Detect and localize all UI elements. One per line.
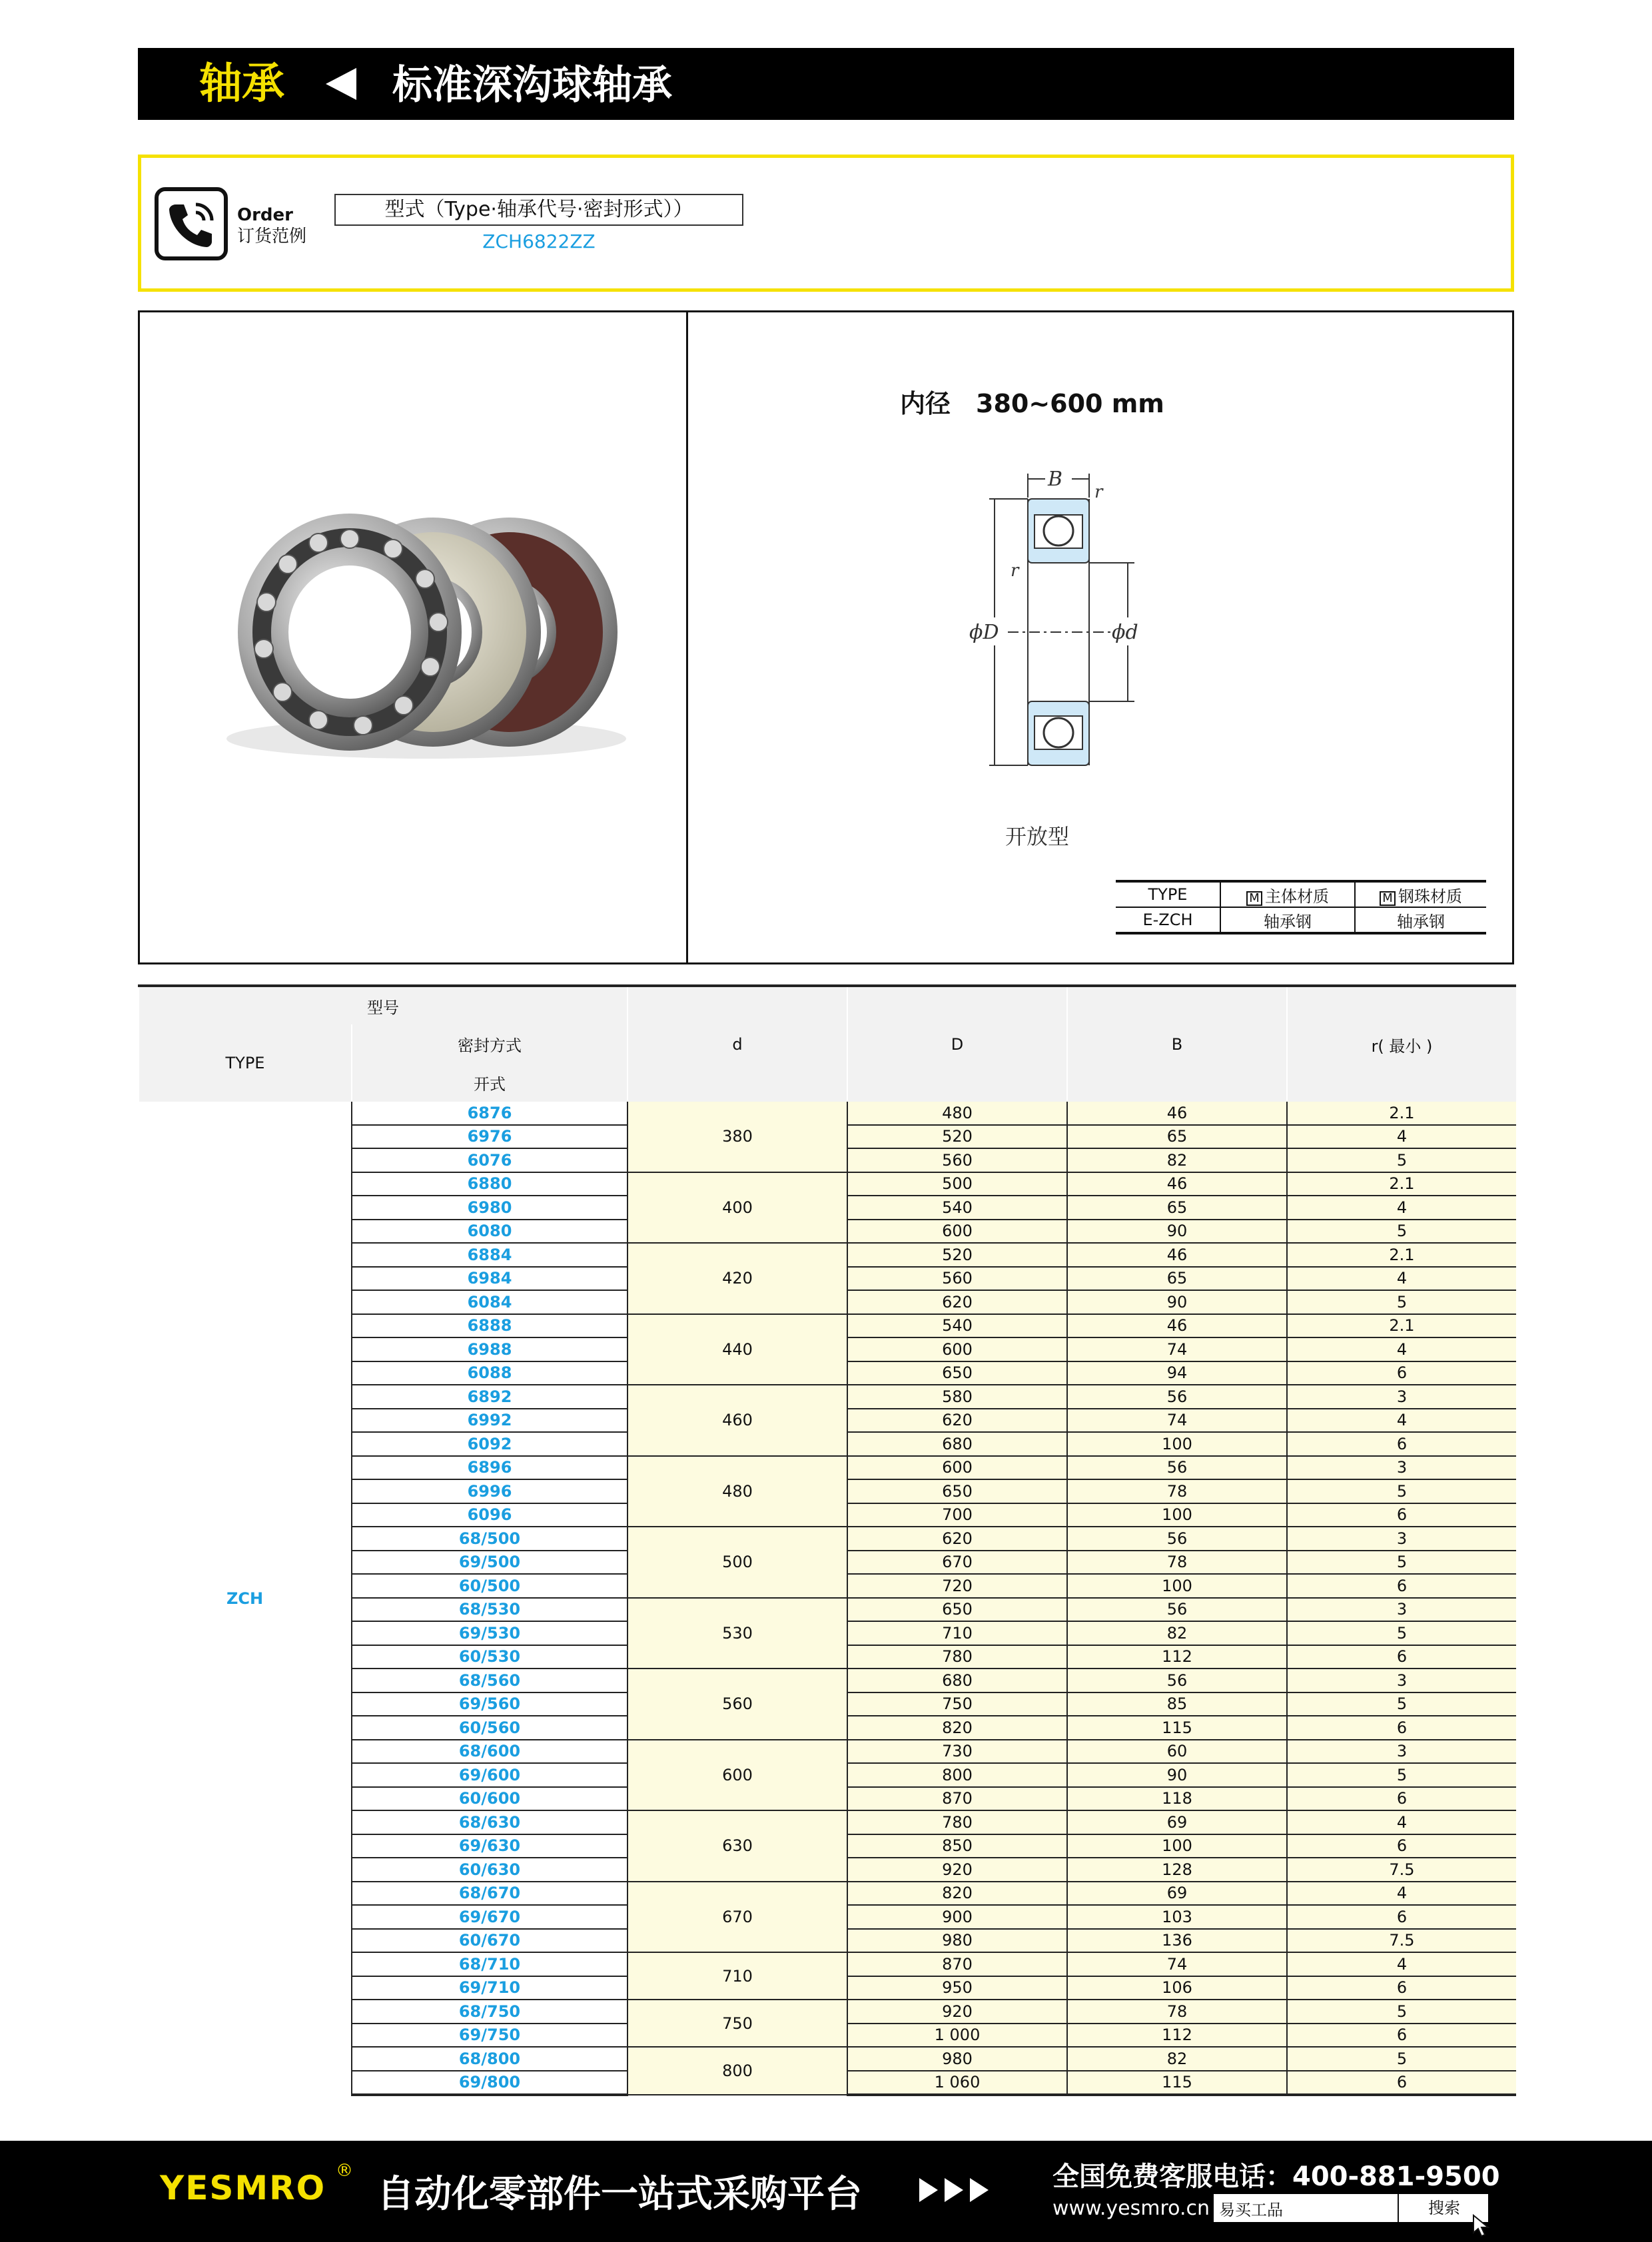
r-cell: 6 [1287, 1645, 1516, 1669]
D-cell: 650 [847, 1361, 1067, 1385]
B-cell: 65 [1067, 1125, 1287, 1149]
header-B: B [1067, 986, 1287, 1102]
D-cell: 670 [847, 1551, 1067, 1575]
order-example-code: ZCH6822ZZ [482, 230, 596, 252]
page-header [138, 48, 1514, 120]
cursor-icon [1472, 2214, 1492, 2238]
B-cell: 46 [1067, 1243, 1287, 1267]
dim-D-label: ϕD [969, 621, 999, 644]
B-cell: 46 [1067, 1172, 1287, 1196]
d-cell: 750 [627, 2000, 847, 2047]
model-cell: 69/500 [352, 1551, 627, 1575]
dim-B-label: B [1048, 468, 1063, 491]
model-cell: 6980 [352, 1196, 627, 1220]
B-cell: 82 [1067, 1621, 1287, 1645]
material-header-ball [1355, 881, 1486, 907]
B-cell: 82 [1067, 2047, 1287, 2071]
r-cell: 2.1 [1287, 1102, 1516, 1125]
D-cell: 600 [847, 1337, 1067, 1361]
r-cell: 2.1 [1287, 1314, 1516, 1338]
B-cell: 128 [1067, 1858, 1287, 1882]
B-cell: 56 [1067, 1527, 1287, 1551]
model-cell: 6080 [352, 1220, 627, 1244]
spec-table [138, 984, 1516, 2096]
model-cell: 68/530 [352, 1598, 627, 1622]
B-cell: 56 [1067, 1598, 1287, 1622]
r-cell: 3 [1287, 1740, 1516, 1764]
D-cell: 600 [847, 1220, 1067, 1244]
material-table [1116, 880, 1486, 934]
type-cell: ZCH [226, 1589, 264, 1608]
r-cell: 6 [1287, 1787, 1516, 1811]
r-cell: 3 [1287, 1385, 1516, 1409]
B-cell: 74 [1067, 1337, 1287, 1361]
B-cell: 78 [1067, 2000, 1287, 2024]
D-cell: 800 [847, 1763, 1067, 1787]
arrow-left-icon [326, 68, 356, 100]
B-cell: 136 [1067, 1929, 1287, 1953]
B-cell: 56 [1067, 1385, 1287, 1409]
B-cell: 78 [1067, 1479, 1287, 1503]
brand-logo: YESMRO [160, 2169, 326, 2207]
B-cell: 106 [1067, 1976, 1287, 2000]
header-model: 型号 [139, 986, 627, 1024]
material-row [1116, 907, 1486, 933]
r-cell: 3 [1287, 1456, 1516, 1480]
dim-r-top-label: r [1094, 482, 1103, 502]
material-header-body-label: 主体材质 [1265, 887, 1329, 906]
r-cell: 5 [1287, 1148, 1516, 1172]
B-cell: 90 [1067, 1220, 1287, 1244]
dimension-panel [686, 310, 1514, 964]
model-cell: 6084 [352, 1290, 627, 1314]
B-cell: 94 [1067, 1361, 1287, 1385]
footer [0, 2141, 1652, 2242]
B-cell: 90 [1067, 1290, 1287, 1314]
bore-range: 内径 380~600 mm [900, 389, 1164, 418]
model-cell: 6892 [352, 1385, 627, 1409]
B-cell: 100 [1067, 1503, 1287, 1527]
r-cell: 5 [1287, 1479, 1516, 1503]
header-open: 开式 [352, 1063, 627, 1102]
r-cell: 6 [1287, 2024, 1516, 2048]
B-cell: 56 [1067, 1456, 1287, 1480]
model-cell: 60/630 [352, 1858, 627, 1882]
D-cell: 1 000 [847, 2024, 1067, 2048]
D-cell: 980 [847, 2047, 1067, 2071]
model-cell: 6976 [352, 1125, 627, 1149]
r-cell: 5 [1287, 2047, 1516, 2071]
model-cell: 60/670 [352, 1929, 627, 1953]
hotline: 全国免费客服电话：400-881-9500 [1052, 2161, 1500, 2192]
material-header-body [1220, 881, 1355, 907]
model-cell: 69/600 [352, 1763, 627, 1787]
dim-r-left-label: r [1011, 561, 1019, 581]
B-cell: 60 [1067, 1740, 1287, 1764]
D-cell: 540 [847, 1196, 1067, 1220]
d-cell: 400 [627, 1172, 847, 1244]
D-cell: 1 060 [847, 2071, 1067, 2095]
r-cell: 6 [1287, 1976, 1516, 2000]
B-cell: 112 [1067, 1645, 1287, 1669]
D-cell: 780 [847, 1810, 1067, 1834]
header-r: r( 最小 ) [1287, 986, 1516, 1102]
model-cell: 6988 [352, 1337, 627, 1361]
table-row [139, 1102, 1516, 1125]
B-cell: 100 [1067, 1432, 1287, 1456]
model-cell: 68/600 [352, 1740, 627, 1764]
d-cell: 420 [627, 1243, 847, 1314]
order-sublabel: 订货范例 [237, 226, 307, 246]
r-cell: 6 [1287, 1432, 1516, 1456]
triangle-right-icon [919, 2178, 938, 2202]
D-cell: 480 [847, 1102, 1067, 1125]
website-link[interactable]: www.yesmro.cn [1052, 2197, 1210, 2220]
d-cell: 600 [627, 1740, 847, 1811]
D-cell: 560 [847, 1148, 1067, 1172]
d-cell: 480 [627, 1456, 847, 1527]
model-cell: 69/670 [352, 1905, 627, 1929]
D-cell: 500 [847, 1172, 1067, 1196]
r-cell: 5 [1287, 1220, 1516, 1244]
B-cell: 118 [1067, 1787, 1287, 1811]
r-cell: 5 [1287, 2000, 1516, 2024]
B-cell: 69 [1067, 1810, 1287, 1834]
D-cell: 680 [847, 1669, 1067, 1692]
header-seal: 密封方式 [352, 1024, 627, 1063]
B-cell: 85 [1067, 1692, 1287, 1716]
D-cell: 520 [847, 1125, 1067, 1149]
D-cell: 750 [847, 1692, 1067, 1716]
cross-section-diagram [928, 446, 1141, 819]
order-example-box [138, 155, 1514, 292]
model-cell: 69/710 [352, 1976, 627, 2000]
m-marker-icon: M [1380, 891, 1396, 906]
r-cell: 4 [1287, 1409, 1516, 1433]
B-cell: 90 [1067, 1763, 1287, 1787]
model-cell: 69/800 [352, 2071, 627, 2095]
r-cell: 4 [1287, 1125, 1516, 1149]
r-cell: 6 [1287, 1834, 1516, 1858]
model-cell: 68/750 [352, 2000, 627, 2024]
d-cell: 460 [627, 1385, 847, 1456]
search-input[interactable]: 易买工品 [1219, 2201, 1283, 2219]
D-cell: 700 [847, 1503, 1067, 1527]
material-ball: 轴承钢 [1355, 907, 1486, 933]
D-cell: 920 [847, 1858, 1067, 1882]
D-cell: 650 [847, 1479, 1067, 1503]
order-label: Order [237, 205, 293, 225]
material-header-ball-label: 钢珠材质 [1398, 887, 1462, 906]
d-cell: 670 [627, 1882, 847, 1953]
r-cell: 5 [1287, 1290, 1516, 1314]
model-cell: 6876 [352, 1102, 627, 1125]
model-cell: 6992 [352, 1409, 627, 1433]
B-cell: 74 [1067, 1409, 1287, 1433]
r-cell: 5 [1287, 1551, 1516, 1575]
B-cell: 46 [1067, 1314, 1287, 1338]
B-cell: 115 [1067, 2071, 1287, 2095]
r-cell: 3 [1287, 1669, 1516, 1692]
material-header-type: TYPE [1116, 881, 1220, 907]
bearing-photo-panel [138, 310, 688, 964]
model-cell: 6996 [352, 1479, 627, 1503]
page-title: 标准深沟球轴承 [392, 62, 672, 109]
material-header-row [1116, 881, 1486, 907]
bearing-photo [140, 312, 686, 962]
model-cell: 69/630 [352, 1834, 627, 1858]
model-cell: 6092 [352, 1432, 627, 1456]
r-cell: 4 [1287, 1882, 1516, 1906]
dim-d-label: ϕd [1112, 621, 1138, 644]
r-cell: 7.5 [1287, 1858, 1516, 1882]
r-cell: 6 [1287, 1574, 1516, 1598]
d-cell: 560 [627, 1669, 847, 1740]
d-cell: 630 [627, 1810, 847, 1882]
r-cell: 2.1 [1287, 1243, 1516, 1267]
r-cell: 4 [1287, 1196, 1516, 1220]
d-cell: 710 [627, 1952, 847, 2000]
model-cell: 6088 [352, 1361, 627, 1385]
search-box[interactable] [1214, 2194, 1488, 2222]
m-marker-icon: M [1246, 891, 1262, 906]
model-cell: 68/630 [352, 1810, 627, 1834]
model-cell: 6984 [352, 1267, 627, 1291]
d-cell: 440 [627, 1314, 847, 1385]
D-cell: 920 [847, 2000, 1067, 2024]
B-cell: 100 [1067, 1834, 1287, 1858]
D-cell: 620 [847, 1409, 1067, 1433]
bearing-type-name: 开放型 [1005, 824, 1070, 849]
model-cell: 6896 [352, 1456, 627, 1480]
D-cell: 620 [847, 1290, 1067, 1314]
r-cell: 6 [1287, 1905, 1516, 1929]
header-d: d [627, 986, 847, 1102]
r-cell: 5 [1287, 1692, 1516, 1716]
d-cell: 800 [627, 2047, 847, 2095]
material-body: 轴承钢 [1220, 907, 1355, 933]
model-cell: 6884 [352, 1243, 627, 1267]
model-cell: 68/800 [352, 2047, 627, 2071]
d-cell: 500 [627, 1527, 847, 1598]
triangle-right-icon [970, 2178, 989, 2202]
D-cell: 900 [847, 1905, 1067, 1929]
r-cell: 6 [1287, 1716, 1516, 1740]
D-cell: 680 [847, 1432, 1067, 1456]
D-cell: 820 [847, 1882, 1067, 1906]
B-cell: 115 [1067, 1716, 1287, 1740]
model-cell: 60/530 [352, 1645, 627, 1669]
D-cell: 600 [847, 1456, 1067, 1480]
D-cell: 980 [847, 1929, 1067, 1953]
D-cell: 950 [847, 1976, 1067, 2000]
D-cell: 870 [847, 1787, 1067, 1811]
B-cell: 69 [1067, 1882, 1287, 1906]
r-cell: 5 [1287, 1621, 1516, 1645]
model-cell: 6888 [352, 1314, 627, 1338]
model-cell: 69/560 [352, 1692, 627, 1716]
D-cell: 650 [847, 1598, 1067, 1622]
r-cell: 3 [1287, 1527, 1516, 1551]
r-cell: 7.5 [1287, 1929, 1516, 1953]
model-cell: 60/500 [352, 1574, 627, 1598]
r-cell: 6 [1287, 1503, 1516, 1527]
model-cell: 68/500 [352, 1527, 627, 1551]
D-cell: 540 [847, 1314, 1067, 1338]
r-cell: 3 [1287, 1598, 1516, 1622]
B-cell: 65 [1067, 1196, 1287, 1220]
r-cell: 5 [1287, 1763, 1516, 1787]
footer-slogan: 自动化零部件一站式采购平台 [377, 2173, 862, 2216]
D-cell: 870 [847, 1952, 1067, 1976]
material-type: E-ZCH [1116, 907, 1220, 933]
model-cell: 68/670 [352, 1882, 627, 1906]
B-cell: 56 [1067, 1669, 1287, 1692]
triangle-right-icon [945, 2178, 963, 2202]
B-cell: 65 [1067, 1267, 1287, 1291]
D-cell: 710 [847, 1621, 1067, 1645]
r-cell: 2.1 [1287, 1172, 1516, 1196]
D-cell: 580 [847, 1385, 1067, 1409]
D-cell: 780 [847, 1645, 1067, 1669]
r-cell: 4 [1287, 1810, 1516, 1834]
D-cell: 620 [847, 1527, 1067, 1551]
model-cell: 6880 [352, 1172, 627, 1196]
search-button[interactable]: 搜索 [1398, 2194, 1489, 2222]
B-cell: 78 [1067, 1551, 1287, 1575]
model-cell: 60/560 [352, 1716, 627, 1740]
category-title: 轴承 [199, 59, 284, 109]
D-cell: 720 [847, 1574, 1067, 1598]
r-cell: 4 [1287, 1267, 1516, 1291]
B-cell: 74 [1067, 1952, 1287, 1976]
header-type: TYPE [139, 1024, 352, 1102]
phone-icon [155, 187, 228, 260]
model-cell: 60/600 [352, 1787, 627, 1811]
model-cell: 68/560 [352, 1669, 627, 1692]
registered-mark: ® [336, 2161, 353, 2181]
model-cell: 69/750 [352, 2024, 627, 2048]
B-cell: 82 [1067, 1148, 1287, 1172]
D-cell: 560 [847, 1267, 1067, 1291]
model-cell: 69/530 [352, 1621, 627, 1645]
D-cell: 520 [847, 1243, 1067, 1267]
d-cell: 380 [627, 1102, 847, 1172]
B-cell: 100 [1067, 1574, 1287, 1598]
B-cell: 112 [1067, 2024, 1287, 2048]
model-cell: 6096 [352, 1503, 627, 1527]
B-cell: 46 [1067, 1102, 1287, 1125]
header-D: D [847, 986, 1067, 1102]
d-cell: 530 [627, 1598, 847, 1669]
B-cell: 103 [1067, 1905, 1287, 1929]
D-cell: 820 [847, 1716, 1067, 1740]
order-format: 型式（Type·轴承代号·密封形式）） [334, 194, 743, 226]
r-cell: 6 [1287, 2071, 1516, 2095]
r-cell: 6 [1287, 1361, 1516, 1385]
D-cell: 730 [847, 1740, 1067, 1764]
D-cell: 850 [847, 1834, 1067, 1858]
model-cell: 68/710 [352, 1952, 627, 1976]
r-cell: 4 [1287, 1952, 1516, 1976]
model-cell: 6076 [352, 1148, 627, 1172]
r-cell: 4 [1287, 1337, 1516, 1361]
